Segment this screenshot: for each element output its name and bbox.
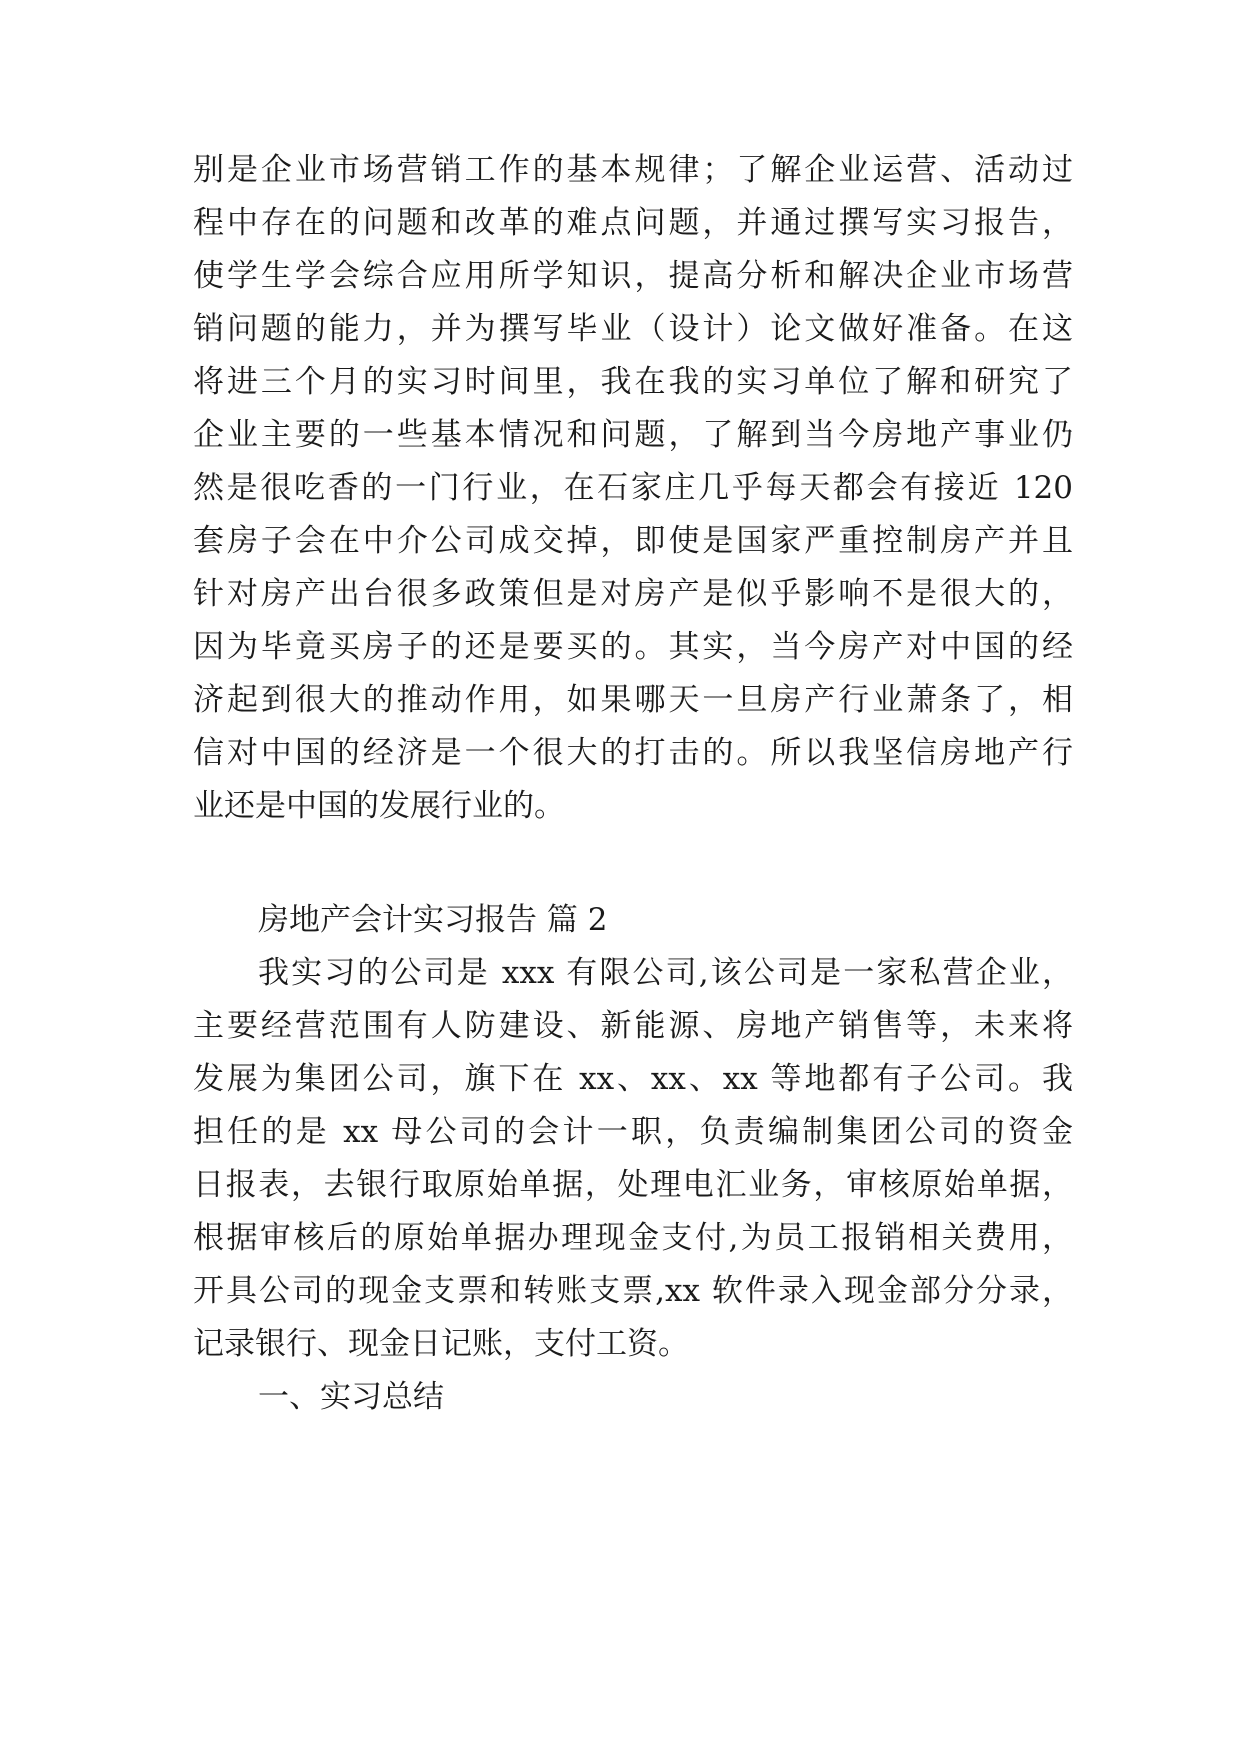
- subsection-heading: 一、实习总结: [258, 1379, 444, 1415]
- paragraph-line: 日报表，去银行取原始单据，处理电汇业务，审核原始单据，: [193, 1167, 1073, 1203]
- section-heading: 房地产会计实习报告 篇 2: [258, 902, 608, 938]
- paragraph-line: 根据审核后的原始单据办理现金支付,为员工报销相关费用，: [193, 1220, 1073, 1256]
- paragraph-line: 主要经营范围有人防建设、新能源、房地产销售等，未来将: [193, 1008, 1073, 1044]
- paragraph-line: 担任的是 xx 母公司的会计一职，负责编制集团公司的资金: [193, 1114, 1073, 1150]
- paragraph-line: 将进三个月的实习时间里，我在我的实习单位了解和研究了: [193, 364, 1073, 400]
- paragraph-line: 记录银行、现金日记账，支付工资。: [193, 1326, 689, 1362]
- paragraph-line: 济起到很大的推动作用，如果哪天一旦房产行业萧条了，相: [193, 682, 1073, 718]
- paragraph-line: 业还是中国的发展行业的。: [193, 788, 565, 824]
- paragraph-line: 开具公司的现金支票和转账支票,xx 软件录入现金部分分录，: [193, 1273, 1073, 1309]
- paragraph-line: 程中存在的问题和改革的难点问题，并通过撰写实习报告，: [193, 205, 1073, 241]
- paragraph-line: 针对房产出台很多政策但是对房产是似乎影响不是很大的，: [193, 576, 1073, 612]
- paragraph-line: 信对中国的经济是一个很大的打击的。所以我坚信房地产行: [193, 735, 1073, 771]
- paragraph-line: 然是很吃香的一门行业，在石家庄几乎每天都会有接近 120: [193, 470, 1073, 506]
- paragraph-line: 使学生学会综合应用所学知识，提高分析和解决企业市场营: [193, 258, 1073, 294]
- paragraph-line: 发展为集团公司，旗下在 xx、xx、xx 等地都有子公司。我: [193, 1061, 1073, 1097]
- paragraph-line: 套房子会在中介公司成交掉，即使是国家严重控制房产并且: [193, 523, 1073, 559]
- paragraph-line: 别是企业市场营销工作的基本规律；了解企业运营、活动过: [193, 152, 1073, 188]
- paragraph-line: 因为毕竟买房子的还是要买的。其实，当今房产对中国的经: [193, 629, 1073, 665]
- paragraph-line: 销问题的能力，并为撰写毕业（设计）论文做好准备。在这: [193, 311, 1073, 347]
- paragraph-line: 我实习的公司是 xxx 有限公司,该公司是一家私营企业，: [258, 955, 1073, 991]
- paragraph-line: 企业主要的一些基本情况和问题，了解到当今房地产事业仍: [193, 417, 1073, 453]
